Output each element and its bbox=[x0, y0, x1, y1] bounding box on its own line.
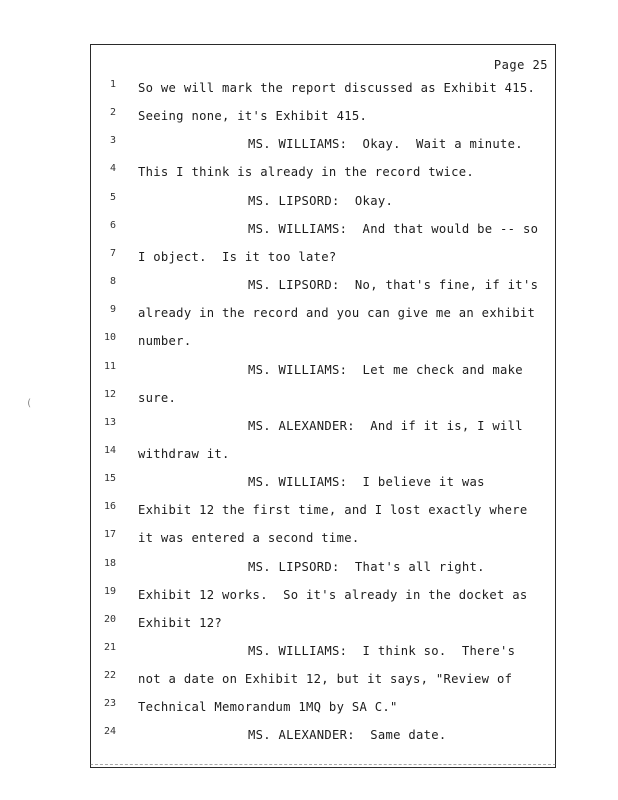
line-number: 16 bbox=[103, 501, 116, 513]
transcript-line bbox=[92, 247, 552, 270]
line-text: MS. WILLIAMS: And that would be -- so bbox=[248, 221, 539, 236]
line-text: MS. WILLIAMS: I think so. There's bbox=[248, 644, 516, 658]
line-number: 5 bbox=[109, 191, 116, 203]
line-text: MS. LIPSORD: No, that's fine, if it's bbox=[248, 278, 539, 293]
transcript-line bbox=[92, 388, 552, 411]
line-text: number. bbox=[138, 334, 192, 349]
transcript-line bbox=[92, 644, 552, 664]
line-text: MS. WILLIAMS: Let me check and make bbox=[248, 362, 523, 377]
line-text: it was entered a second time. bbox=[138, 531, 360, 546]
line-text: MS. ALEXANDER: Same date. bbox=[248, 728, 447, 743]
line-text: Exhibit 12? bbox=[138, 615, 223, 630]
line-number: 21 bbox=[103, 642, 116, 653]
line-number: 9 bbox=[109, 304, 116, 316]
scan-margin-mark: ( bbox=[26, 398, 33, 409]
line-number: 2 bbox=[109, 107, 116, 119]
line-number: 20 bbox=[103, 613, 116, 625]
line-text: MS. WILLIAMS: I believe it was bbox=[248, 475, 485, 490]
line-number: 15 bbox=[103, 473, 116, 485]
line-text: Exhibit 12 works. So it's already in the docket as bbox=[138, 587, 528, 602]
line-number: 24 bbox=[103, 726, 116, 738]
line-number: 4 bbox=[109, 163, 116, 175]
line-number: 18 bbox=[103, 557, 116, 569]
line-text: MS. WILLIAMS: Okay. Wait a minute. bbox=[248, 137, 523, 152]
line-number: 10 bbox=[103, 332, 116, 344]
line-number: 8 bbox=[109, 276, 116, 288]
transcript-line bbox=[92, 585, 552, 608]
line-number: 12 bbox=[103, 388, 116, 400]
transcript-line bbox=[92, 191, 552, 214]
line-number: 14 bbox=[103, 444, 116, 456]
line-text: withdraw it. bbox=[138, 446, 230, 461]
transcript-line bbox=[92, 672, 552, 692]
line-text: This I think is already in the record twice. bbox=[138, 165, 475, 180]
line-number: 17 bbox=[103, 529, 116, 541]
transcript-line bbox=[92, 278, 552, 298]
line-text: MS. LIPSORD: Okay. bbox=[248, 193, 394, 208]
transcript-line bbox=[92, 475, 552, 495]
line-text: Technical Memorandum 1MQ by SA C." bbox=[138, 700, 398, 715]
scan-artifact bbox=[90, 764, 556, 769]
line-text: I object. Is it too late? bbox=[138, 249, 337, 264]
transcript-line bbox=[92, 613, 552, 636]
transcript-line bbox=[92, 306, 552, 326]
line-number: 19 bbox=[103, 585, 116, 597]
line-number: 6 bbox=[109, 219, 116, 231]
transcript-line bbox=[92, 700, 552, 720]
transcript-line bbox=[92, 219, 552, 242]
line-number: 22 bbox=[103, 670, 116, 682]
line-number: 1 bbox=[109, 79, 116, 90]
line-text: So we will mark the report discussed as Exhibit 415. bbox=[138, 81, 536, 95]
line-text: Exhibit 12 the first time, and I lost exactly where bbox=[138, 503, 528, 518]
line-text: Seeing none, it's Exhibit 415. bbox=[138, 109, 368, 124]
line-text: not a date on Exhibit 12, but it says, "Review of bbox=[138, 672, 513, 687]
transcript-line bbox=[92, 503, 552, 523]
line-text: MS. ALEXANDER: And if it is, I will bbox=[248, 418, 523, 433]
line-number: 13 bbox=[103, 416, 116, 428]
line-number: 23 bbox=[103, 698, 116, 710]
line-number: 7 bbox=[109, 247, 116, 259]
transcript-line bbox=[92, 137, 552, 157]
transcript-line bbox=[92, 334, 552, 354]
transcript-line bbox=[92, 728, 552, 748]
line-number: 11 bbox=[103, 360, 116, 372]
transcript-line bbox=[92, 531, 552, 551]
transcript-line bbox=[92, 416, 552, 439]
transcript-line bbox=[92, 360, 552, 383]
transcript-line bbox=[92, 557, 552, 580]
transcript-line bbox=[92, 444, 552, 467]
line-text: sure. bbox=[138, 390, 177, 405]
page-number: Page 25 bbox=[493, 58, 548, 72]
transcript-line bbox=[92, 109, 552, 129]
transcript-line bbox=[92, 165, 552, 185]
line-text: already in the record and you can give me an exhibit bbox=[138, 306, 536, 321]
transcript-line bbox=[92, 81, 552, 101]
line-number: 3 bbox=[109, 135, 116, 147]
line-text: MS. LIPSORD: That's all right. bbox=[248, 559, 485, 574]
